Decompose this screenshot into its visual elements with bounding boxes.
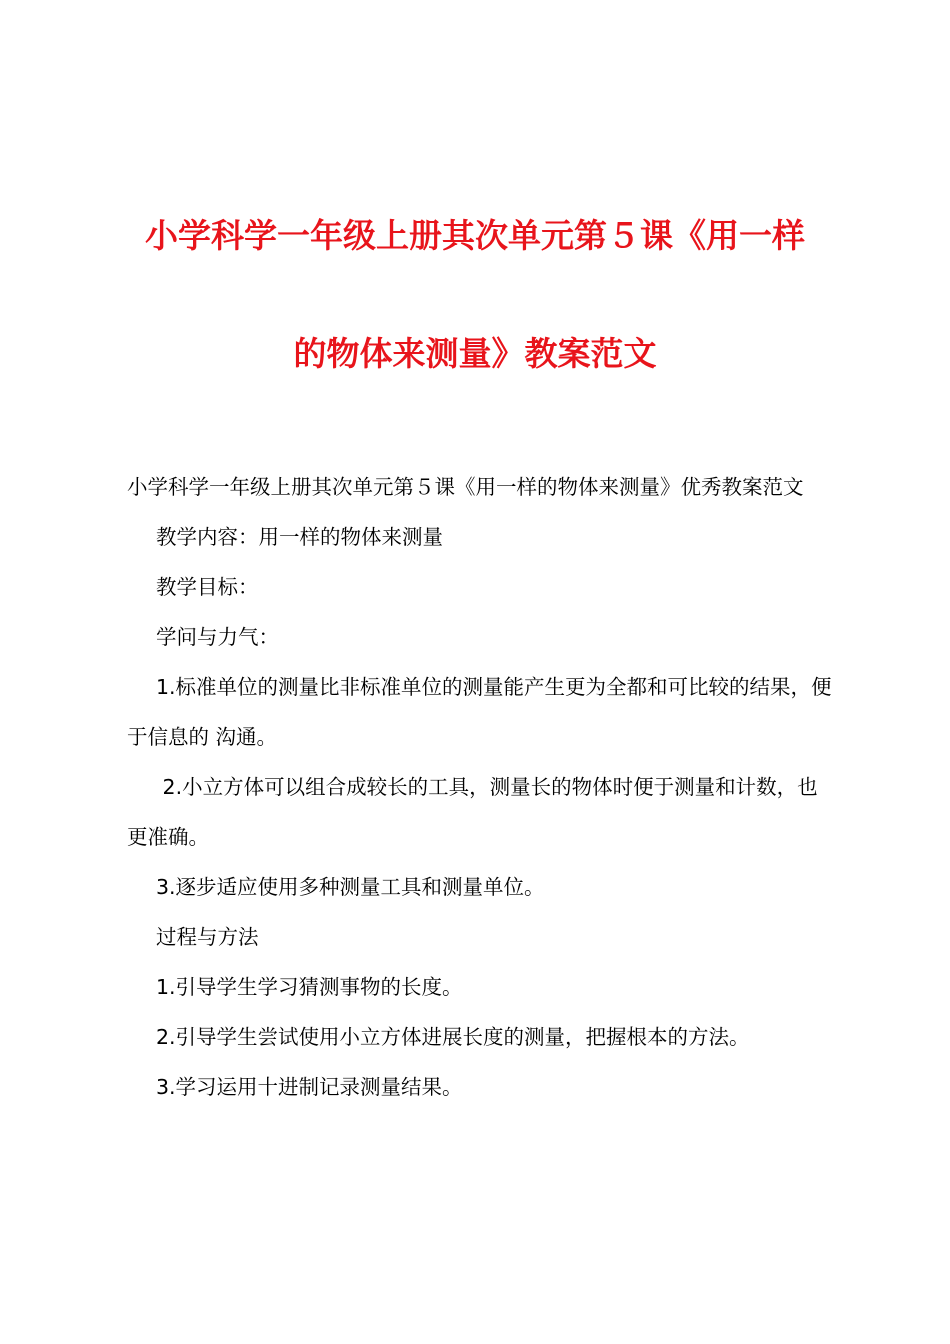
- paragraph-knowledge-item-3: 3.逐步适应使用多种测量工具和测量单位。: [156, 875, 545, 899]
- document-title-line-2: 的物体来测量》教案范文: [293, 334, 657, 373]
- paragraph-knowledge-item-1: 1.标准单位的测量比非标准单位的测量能产生更为全都和可比较的结果，便于信息的 沟通。: [127, 675, 832, 749]
- document-body: [127, 462, 833, 1112]
- paragraph-teaching-content: 教学内容：用一样的物体来测量: [156, 525, 443, 549]
- paragraph-process-item-3: 3.学习运用十进制记录测量结果。: [156, 1075, 463, 1099]
- paragraph-knowledge-ability-heading: 学问与力气：: [156, 625, 279, 649]
- paragraph-process-method-heading: 过程与方法: [156, 925, 259, 949]
- document-title-line-1: 小学科学一年级上册其次单元第５课《用一样: [145, 216, 805, 255]
- paragraph-intro: 小学科学一年级上册其次单元第５课《用一样的物体来测量》优秀教案范文: [127, 475, 804, 499]
- paragraph-process-item-2: 2.引导学生尝试使用小立方体进展长度的测量，把握根本的方法。: [156, 1025, 750, 1049]
- paragraph-teaching-goals-heading: 教学目标：: [156, 575, 259, 599]
- paragraph-process-item-1: 1.引导学生学习猜测事物的长度。: [156, 975, 463, 999]
- paragraph-knowledge-item-2: 2.小立方体可以组合成较长的工具，测量长的物体时便于测量和计数，也更准确。: [127, 775, 818, 849]
